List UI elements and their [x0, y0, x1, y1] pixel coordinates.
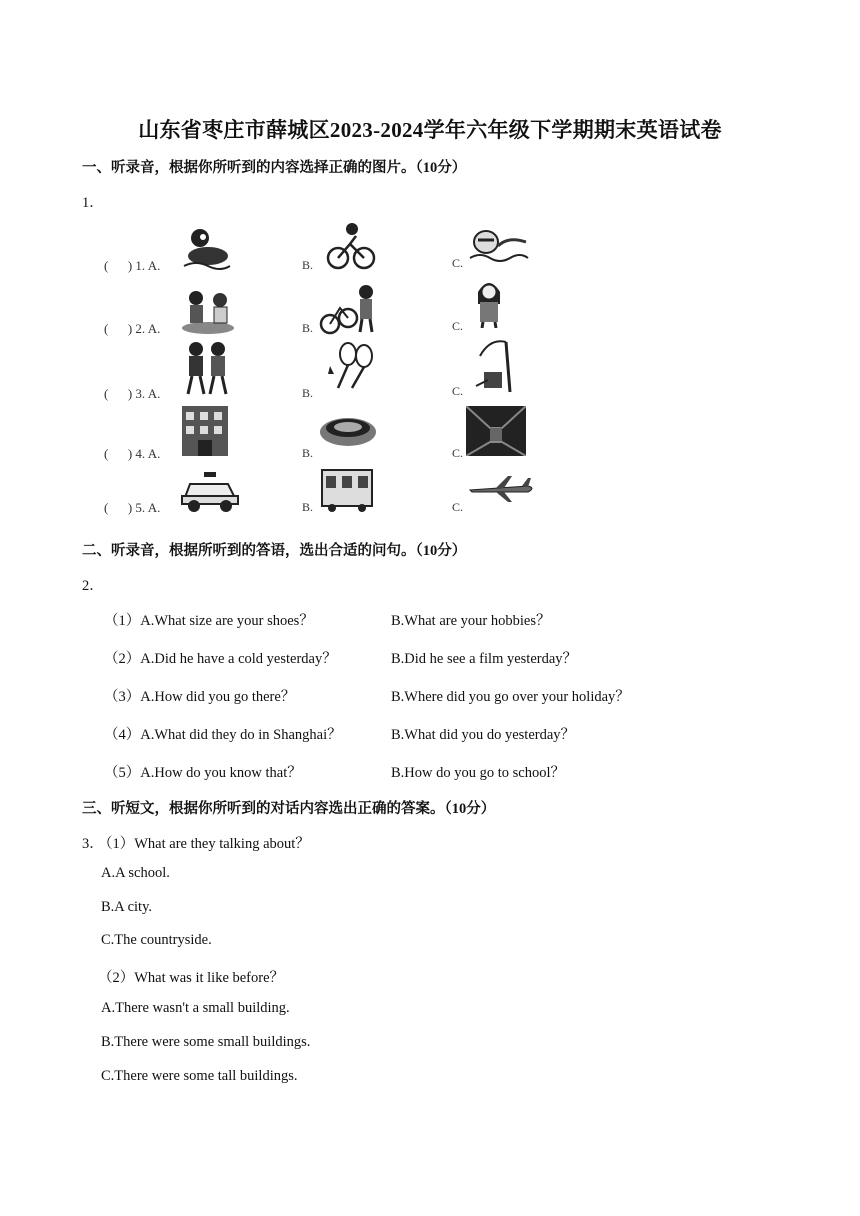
row-5-option-c: C. [452, 500, 464, 514]
row-3-option-b: B. [302, 386, 314, 400]
fishing-icon [474, 336, 522, 396]
question-1-number: 1． [82, 195, 104, 211]
girl-sick-icon [472, 276, 506, 328]
row-1-paren: ( ) 1. A. [104, 258, 161, 273]
section-2-heading: 二、听录音，根据所听到的答语，选出合适的问句。（10分） [82, 543, 467, 559]
question-2-number: 2． [82, 578, 104, 594]
taxi-icon [180, 470, 240, 514]
q2-item-3-b: B.Where did you go over your holiday？ [391, 689, 630, 705]
q2-item-1-a: （1）A.What size are your shoes？ [104, 613, 314, 629]
q2-item-2-b: B.Did he see a film yesterday？ [391, 651, 578, 667]
row-4-option-c: C. [452, 446, 464, 460]
airplane-icon [468, 474, 538, 504]
exam-title: 山东省枣庄市薛城区2023-2024学年六年级下学期期末英语试卷 [138, 118, 722, 142]
row-5-option-b: B. [302, 500, 314, 514]
row-1-option-c: C. [452, 256, 464, 270]
row-3-paren: ( ) 3. A. [104, 386, 161, 401]
row-4-paren: ( ) 4. A. [104, 446, 161, 461]
stadium-icon [318, 410, 378, 450]
q3-sub-2-option-a: A.There wasn't a small building. [101, 1000, 290, 1016]
hall-interior-icon [466, 406, 526, 456]
q2-item-5-a: （5）A.How do you know that？ [104, 765, 302, 781]
row-3-option-c: C. [452, 384, 464, 398]
q2-item-4-a: （4）A.What did they do in Shanghai？ [104, 727, 342, 743]
doctor-patient-icon [180, 288, 236, 336]
row-2-option-c: C. [452, 319, 464, 333]
q2-item-2-a: （2）A.Did he have a cold yesterday？ [104, 651, 337, 667]
q2-item-1-b: B.What are your hobbies？ [391, 613, 551, 629]
q3-sub-1-question: （1）What are they talking about？ [98, 836, 310, 852]
row-2-paren: ( ) 2. A. [104, 321, 161, 336]
q3-sub-1-option-a: A.A school. [101, 865, 170, 881]
q2-item-4-b: B.What did you do yesterday？ [391, 727, 576, 743]
boy-swimming-icon [180, 226, 232, 272]
section-3-heading: 三、听短文，根据你所听到的对话内容选出正确的答案。（10分） [82, 801, 496, 817]
section-1-heading: 一、听录音，根据你所听到的内容选择正确的图片。（10分） [82, 160, 467, 176]
q3-sub-2-question: （2）What was it like before？ [98, 970, 285, 986]
swimmer-icon [468, 226, 530, 266]
boy-with-bike-icon [318, 282, 378, 336]
q2-item-3-a: （3）A.How did you go there？ [104, 689, 296, 705]
badminton-rackets-icon [326, 340, 378, 392]
row-5-paren: ( ) 5. A. [104, 500, 161, 515]
row-4-option-b: B. [302, 446, 314, 460]
q3-sub-1-option-c: C.The countryside. [101, 932, 212, 948]
row-2-option-b: B. [302, 321, 314, 335]
building-icon [178, 402, 232, 458]
cyclist-icon [326, 222, 376, 270]
two-boys-icon [184, 340, 230, 396]
q3-sub-1-option-b: B.A city. [101, 899, 153, 915]
question-3-number: 3． [82, 836, 104, 852]
row-1-option-b: B. [302, 258, 314, 272]
q3-sub-2-option-b: B.There were some small buildings. [101, 1034, 311, 1050]
q3-sub-2-option-c: C.There were some tall buildings. [101, 1068, 298, 1084]
q2-item-5-b: B.How do you go to school？ [391, 765, 565, 781]
train-icon [318, 466, 376, 514]
